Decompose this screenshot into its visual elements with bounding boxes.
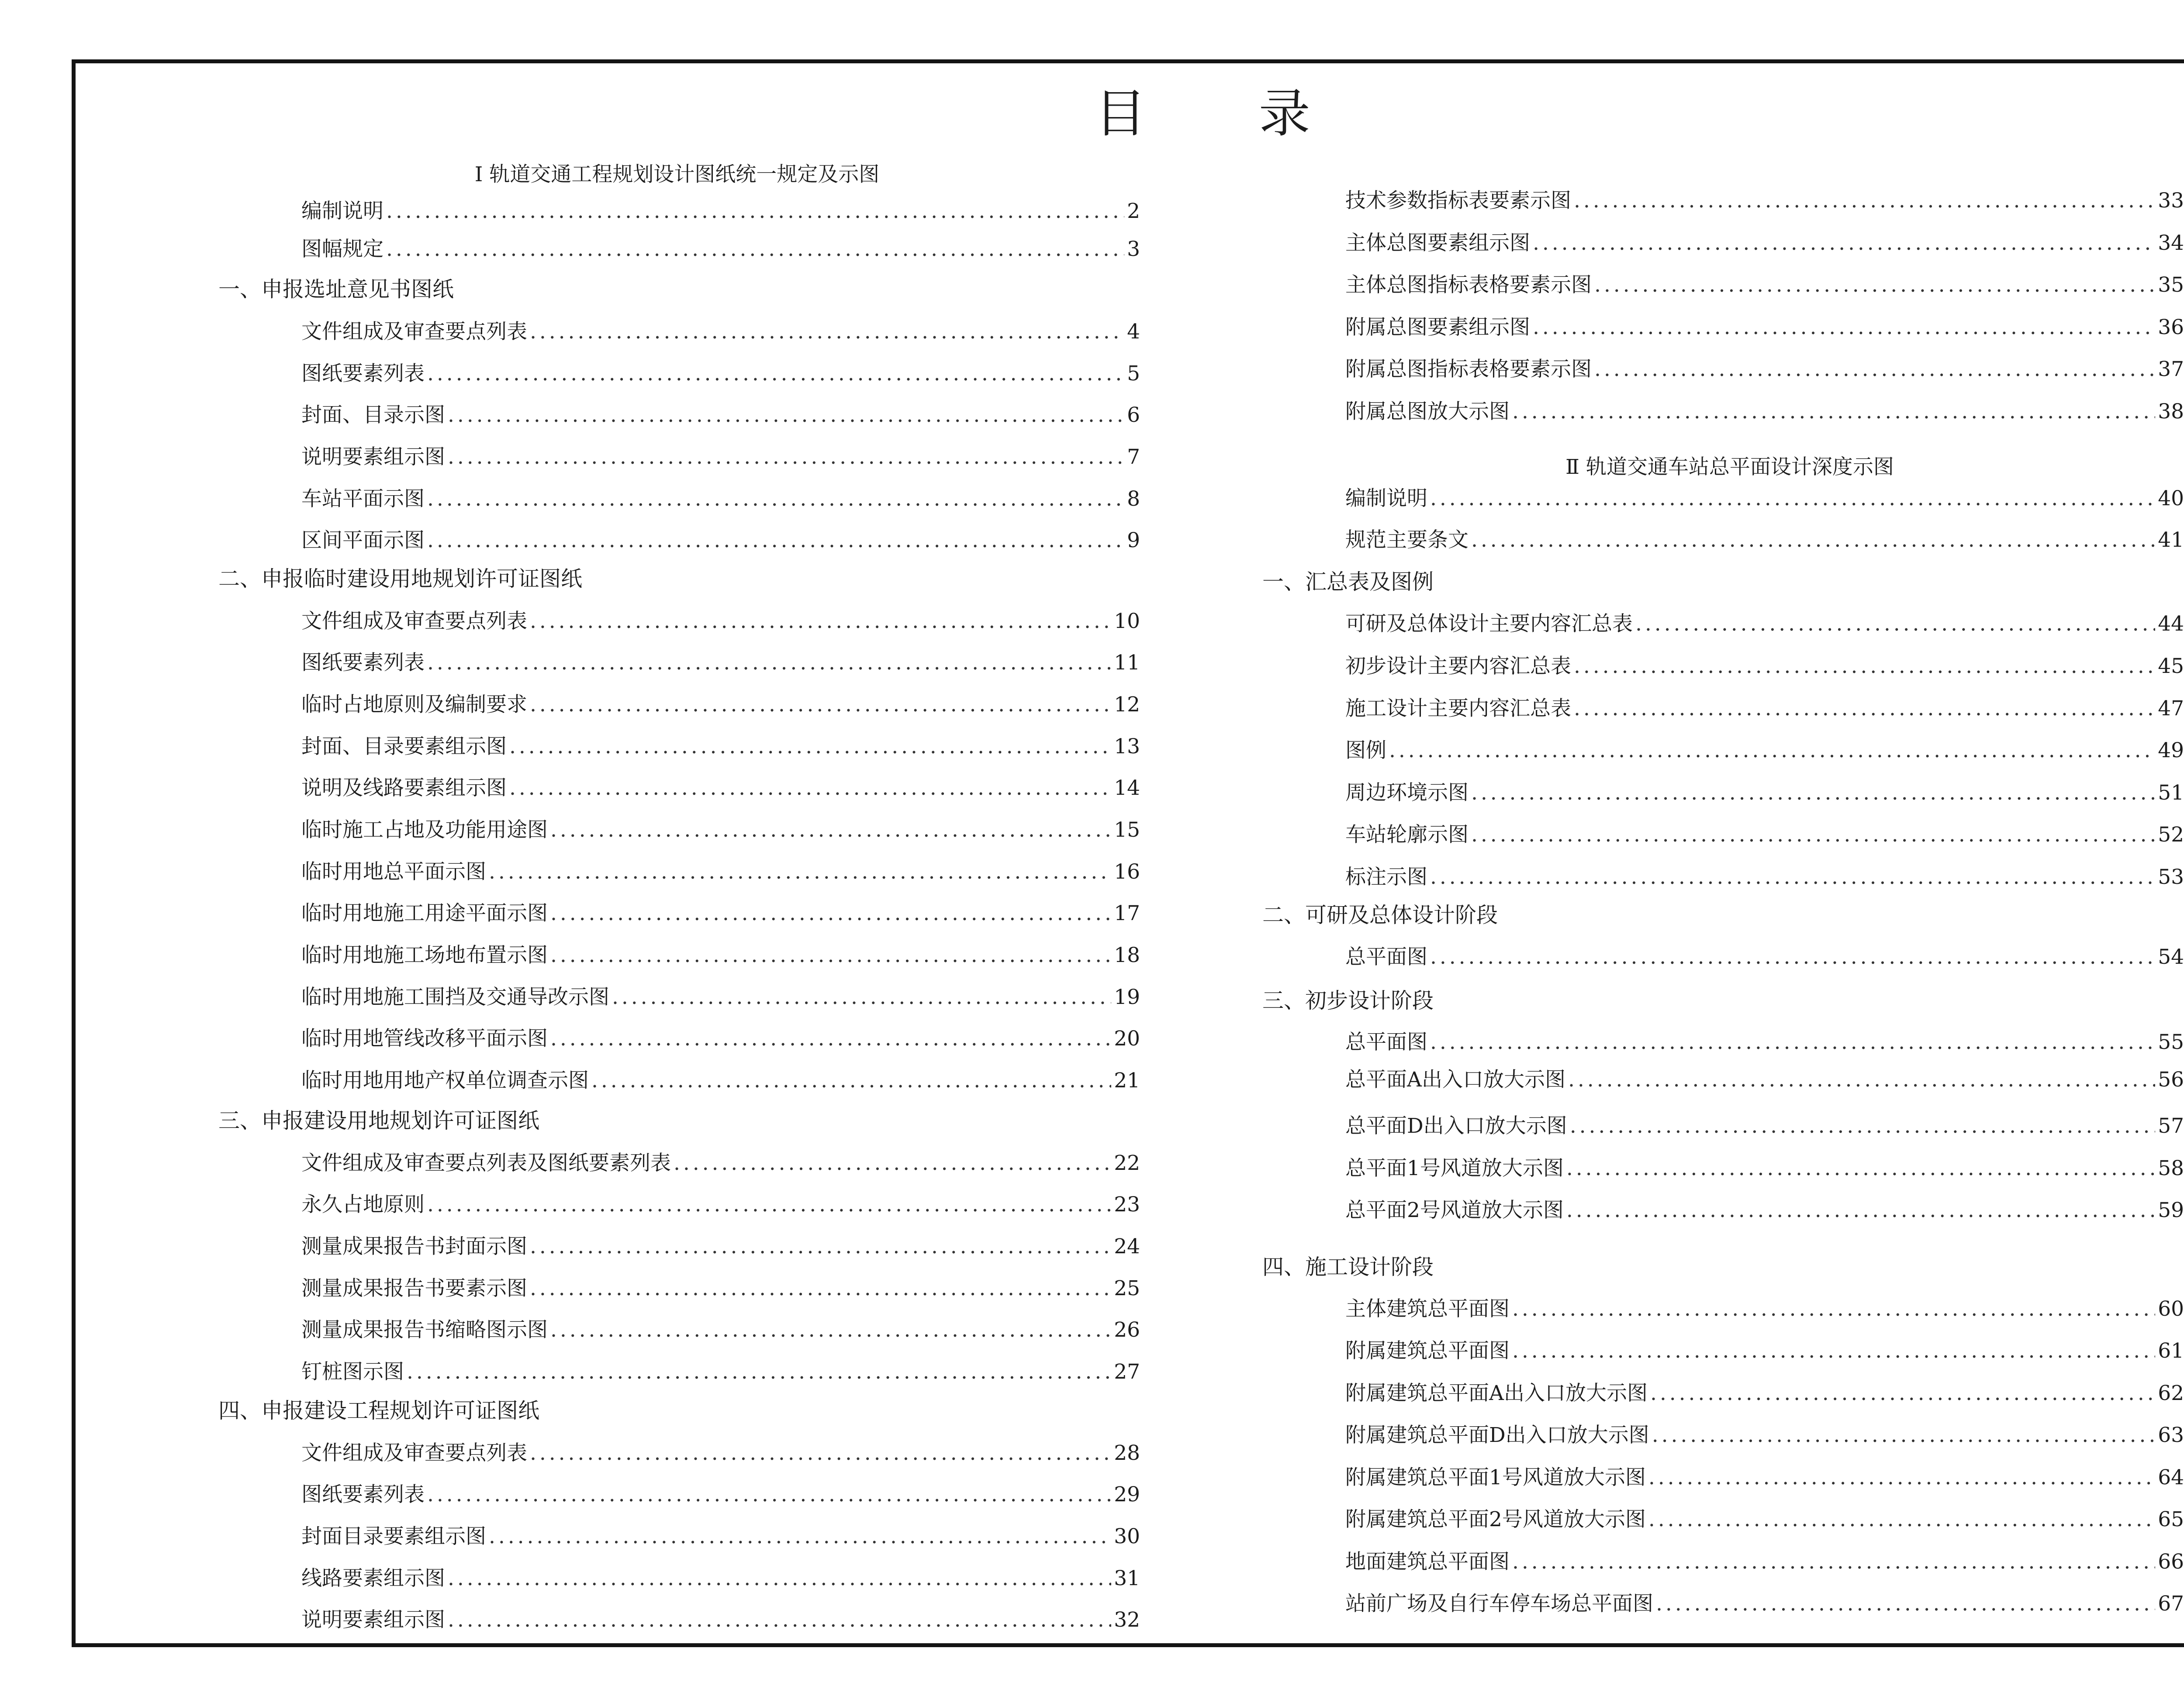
toc-entry[interactable]	[1345, 527, 2184, 553]
toc-entry[interactable]	[1345, 653, 2184, 679]
dot-leader	[489, 1524, 1111, 1550]
dot-leader	[1635, 611, 2155, 637]
toc-entry-label: 总平面A出入口放大示图	[1345, 1068, 1565, 1092]
dot-leader	[530, 692, 1111, 718]
toc-entry[interactable]	[1345, 1067, 2184, 1093]
toc-entry[interactable]	[301, 859, 1140, 885]
toc-entry[interactable]	[1345, 864, 2184, 890]
toc-entry-label: 图纸要素列表	[301, 362, 425, 386]
toc-entry[interactable]	[1345, 1296, 2184, 1322]
toc-entry-label: 附属总图放大示图	[1345, 400, 1510, 424]
dot-leader	[1512, 1549, 2155, 1575]
toc-entry-page-number: 30	[1114, 1524, 1140, 1548]
toc-entry[interactable]	[301, 1317, 1140, 1343]
toc-entry-label: 车站平面示图	[301, 487, 425, 511]
dot-leader	[509, 734, 1111, 760]
toc-entry[interactable]	[301, 402, 1140, 428]
dot-leader	[1533, 230, 2155, 256]
toc-entry-page-number: 34	[2158, 231, 2184, 255]
toc-entry[interactable]	[301, 942, 1140, 969]
toc-entry-page-number: 41	[2158, 528, 2184, 552]
toc-entry-page-number: 64	[2158, 1466, 2184, 1490]
toc-entry-page-number: 19	[1114, 985, 1140, 1009]
dot-leader	[1650, 1380, 2155, 1407]
toc-entry[interactable]	[1345, 738, 2184, 764]
dot-leader	[530, 1276, 1111, 1302]
part-title: Ⅱ 轨道交通车站总平面设计深度示图	[1565, 455, 1894, 479]
dot-leader	[1574, 188, 2155, 214]
toc-entry-page-number: 67	[2158, 1592, 2184, 1616]
toc-entry[interactable]	[301, 1607, 1140, 1633]
toc-entry-page-number: 59	[2158, 1198, 2184, 1222]
toc-entry[interactable]	[301, 692, 1140, 718]
toc-entry-label: 地面建筑总平面图	[1345, 1550, 1510, 1574]
toc-entry-label: 文件组成及审查要点列表	[301, 320, 527, 344]
toc-entry[interactable]	[1345, 230, 2184, 256]
toc-entry-label: 封面、目录要素组示图	[301, 734, 507, 759]
dot-leader	[1570, 1113, 2156, 1139]
toc-entry[interactable]	[1345, 1549, 2184, 1575]
toc-entry-label: 技术参数指标表要素示图	[1345, 189, 1571, 213]
toc-entry-label: 规范主要条文	[1345, 528, 1469, 552]
toc-entry[interactable]	[301, 1150, 1140, 1176]
dot-leader	[591, 1068, 1111, 1094]
dot-leader	[550, 1026, 1111, 1052]
toc-entry[interactable]	[301, 650, 1140, 676]
toc-entry-label: 车站轮廓示图	[1345, 823, 1469, 847]
toc-entry-label: 临时施工占地及功能用途图	[301, 818, 548, 842]
toc-entry-page-number: 36	[2158, 315, 2184, 339]
toc-entry-page-number: 22	[1114, 1151, 1140, 1175]
toc-entry[interactable]	[1345, 1338, 2184, 1364]
toc-entry-label: 总平面1号风道放大示图	[1345, 1156, 1564, 1180]
toc-entry-page-number: 6	[1127, 403, 1140, 427]
toc-entry-page-number: 4	[1127, 320, 1140, 344]
dot-leader	[550, 942, 1111, 969]
dot-leader	[530, 1234, 1111, 1260]
dot-leader	[530, 319, 1124, 345]
dot-leader	[530, 608, 1111, 634]
toc-entry-label: 周边环境示图	[1345, 781, 1469, 805]
section-heading: 三、初步设计阶段	[1262, 988, 1434, 1013]
toc-entry-label: 封面目录要素组示图	[301, 1524, 486, 1548]
dot-leader	[1471, 527, 2155, 553]
toc-entry-page-number: 55	[2158, 1030, 2184, 1054]
dot-leader	[1568, 1067, 2155, 1093]
toc-entry-page-number: 24	[1114, 1234, 1140, 1259]
toc-entry-page-number: 12	[1114, 693, 1140, 717]
toc-entry-page-number: 65	[2158, 1507, 2184, 1531]
dot-leader	[1430, 486, 2155, 512]
toc-entry-label: 临时用地总平面示图	[301, 860, 486, 884]
toc-entry[interactable]	[301, 1026, 1140, 1052]
toc-entry-page-number: 57	[2158, 1114, 2184, 1138]
toc-entry-page-number: 10	[1114, 609, 1140, 633]
toc-entry-label: 测量成果报告书封面示图	[301, 1234, 527, 1259]
toc-entry-page-number: 62	[2158, 1381, 2184, 1405]
toc-entry-page-number: 9	[1127, 528, 1140, 552]
toc-entry[interactable]	[301, 198, 1140, 224]
dot-leader	[1430, 944, 2155, 970]
toc-entry[interactable]	[301, 1068, 1140, 1094]
toc-entry-label: 临时用地施工围挡及交通导改示图	[301, 985, 609, 1009]
dot-leader	[407, 1359, 1111, 1385]
toc-entry-label: 测量成果报告书要素示图	[301, 1276, 527, 1300]
dot-leader	[1389, 738, 2155, 764]
toc-entry-label: 施工设计主要内容汇总表	[1345, 697, 1571, 721]
dot-leader	[1430, 864, 2155, 890]
toc-entry-label: 主体总图要素组示图	[1345, 231, 1530, 255]
toc-entry-label: 主体总图指标表格要素示图	[1345, 273, 1592, 297]
toc-entry[interactable]	[301, 775, 1140, 801]
toc-entry-label: 说明要素组示图	[301, 445, 445, 469]
toc-entry-label: 编制说明	[1345, 486, 1427, 510]
dot-leader	[1512, 1338, 2155, 1364]
section-heading: 二、可研及总体设计阶段	[1262, 903, 1498, 928]
toc-entry[interactable]	[301, 984, 1140, 1010]
toc-entry-page-number: 31	[1114, 1566, 1140, 1590]
toc-entry-page-number: 29	[1114, 1483, 1140, 1507]
toc-entry[interactable]	[1345, 356, 2184, 383]
toc-entry-page-number: 40	[2158, 486, 2184, 510]
toc-entry-label: 临时用地施工用途平面示图	[301, 901, 548, 925]
toc-entry-page-number: 53	[2158, 865, 2184, 889]
toc-entry-label: 说明及线路要素组示图	[301, 776, 507, 800]
toc-entry-page-number: 61	[2158, 1339, 2184, 1363]
toc-entry[interactable]	[1345, 1197, 2184, 1224]
dot-leader	[386, 198, 1124, 224]
toc-entry-label: 附属建筑总平面1号风道放大示图	[1345, 1466, 1646, 1490]
toc-entry-label: 附属建筑总平面D出入口放大示图	[1345, 1423, 1649, 1447]
dot-leader	[1594, 356, 2155, 383]
toc-entry-label: 说明要素组示图	[301, 1608, 445, 1632]
toc-entry-label: 总平面图	[1345, 945, 1427, 969]
section-heading: 一、汇总表及图例	[1262, 569, 1434, 594]
toc-entry[interactable]	[301, 444, 1140, 470]
dot-leader	[1574, 653, 2155, 679]
dot-leader	[1533, 314, 2155, 341]
toc-entry-page-number: 23	[1114, 1193, 1140, 1217]
toc-entry-page-number: 25	[1114, 1276, 1140, 1300]
toc-entry-page-number: 8	[1127, 487, 1140, 511]
toc-entry-label: 线路要素组示图	[301, 1566, 445, 1590]
dot-leader	[550, 1317, 1111, 1343]
toc-entry[interactable]	[301, 1234, 1140, 1260]
toc-entry-label: 附属建筑总平面A出入口放大示图	[1345, 1381, 1648, 1405]
toc-entry[interactable]	[301, 486, 1140, 512]
dot-leader	[1471, 780, 2155, 806]
toc-entry-label: 总平面2号风道放大示图	[1345, 1198, 1564, 1222]
toc-entry-label: 可研及总体设计主要内容汇总表	[1345, 612, 1633, 636]
toc-entry-page-number: 21	[1114, 1069, 1140, 1093]
dot-leader	[448, 402, 1124, 428]
dot-leader	[1648, 1507, 2155, 1533]
toc-entry-label: 文件组成及审查要点列表及图纸要素列表	[301, 1151, 671, 1175]
toc-entry[interactable]	[301, 319, 1140, 345]
toc-entry-page-number: 51	[2158, 781, 2184, 805]
toc-entry-label: 图纸要素列表	[301, 651, 425, 675]
section-heading: 四、申报建设工程规划许可证图纸	[218, 1398, 540, 1423]
dot-leader	[427, 486, 1124, 512]
toc-entry-label: 文件组成及审查要点列表	[301, 1441, 527, 1465]
toc-entry-label: 永久占地原则	[301, 1193, 425, 1217]
toc-entry-label: 附属总图指标表格要素示图	[1345, 357, 1592, 381]
toc-entry-page-number: 18	[1114, 943, 1140, 967]
dot-leader	[448, 1607, 1111, 1633]
toc-entry[interactable]	[301, 608, 1140, 634]
toc-entry-label: 临时占地原则及编制要求	[301, 693, 527, 717]
toc-entry[interactable]	[1345, 1591, 2184, 1617]
dot-leader	[1566, 1197, 2155, 1224]
toc-entry[interactable]	[1345, 1155, 2184, 1182]
toc-entry-label: 临时用地管线改移平面示图	[301, 1027, 548, 1051]
toc-entry-label: 文件组成及审查要点列表	[301, 609, 527, 633]
dot-leader	[612, 984, 1111, 1010]
section-heading: 二、申报临时建设用地规划许可证图纸	[218, 566, 583, 591]
toc-entry-page-number: 14	[1114, 776, 1140, 800]
dot-leader	[1512, 399, 2155, 425]
toc-entry-page-number: 13	[1114, 734, 1140, 759]
toc-entry-page-number: 66	[2158, 1550, 2184, 1574]
toc-entry[interactable]	[1345, 314, 2184, 341]
toc-entry[interactable]	[301, 1276, 1140, 1302]
toc-entry[interactable]	[1345, 188, 2184, 214]
part-title: Ⅰ 轨道交通工程规划设计图纸统一规定及示图	[474, 162, 880, 186]
toc-entry[interactable]	[1345, 1113, 2184, 1139]
toc-entry-label: 图例	[1345, 738, 1386, 762]
toc-entry-page-number: 47	[2158, 697, 2184, 721]
toc-entry-page-number: 44	[2158, 612, 2184, 636]
toc-entry-label: 标注示图	[1345, 865, 1427, 889]
toc-entry-label: 测量成果报告书缩略图示图	[301, 1318, 548, 1342]
toc-entry[interactable]	[1345, 1380, 2184, 1407]
dot-leader	[448, 444, 1124, 470]
toc-entry-label: 封面、目录示图	[301, 403, 445, 427]
toc-entry-label: 编制说明	[301, 199, 384, 223]
toc-entry-page-number: 38	[2158, 400, 2184, 424]
dot-leader	[1566, 1155, 2155, 1182]
section-heading: 四、施工设计阶段	[1262, 1255, 1434, 1279]
toc-entry-label: 站前广场及自行车停车场总平面图	[1345, 1592, 1653, 1616]
toc-entry-page-number: 17	[1114, 901, 1140, 925]
dot-leader	[1574, 696, 2155, 722]
toc-entry-label: 图幅规定	[301, 237, 384, 261]
toc-entry-label: 附属建筑总平面图	[1345, 1339, 1510, 1363]
dot-leader	[489, 859, 1111, 885]
toc-entry-page-number: 20	[1114, 1027, 1140, 1051]
toc-entry-label: 附属建筑总平面2号风道放大示图	[1345, 1507, 1646, 1531]
toc-entry-page-number: 11	[1114, 651, 1140, 675]
dot-leader	[427, 361, 1124, 387]
toc-entry[interactable]	[1345, 1465, 2184, 1491]
dot-leader	[1594, 272, 2155, 298]
dot-leader	[427, 1482, 1111, 1508]
dot-leader	[386, 236, 1124, 262]
toc-entry-page-number: 54	[2158, 945, 2184, 969]
toc-entry[interactable]	[301, 236, 1140, 262]
dot-leader	[550, 817, 1111, 843]
dot-leader	[448, 1566, 1111, 1592]
toc-entry-page-number: 7	[1127, 445, 1140, 469]
toc-entry[interactable]	[1345, 272, 2184, 298]
toc-entry-page-number: 27	[1114, 1360, 1140, 1384]
dot-leader	[550, 900, 1111, 927]
dot-leader	[1656, 1591, 2155, 1617]
toc-entry-page-number: 63	[2158, 1423, 2184, 1447]
toc-entry-page-number: 16	[1114, 860, 1140, 884]
toc-entry-label: 附属总图要素组示图	[1345, 315, 1530, 339]
toc-entry-label: 临时用地施工场地布置示图	[301, 943, 548, 967]
toc-entry-page-number: 35	[2158, 273, 2184, 297]
toc-entry-page-number: 33	[2158, 189, 2184, 213]
toc-entry-label: 主体建筑总平面图	[1345, 1297, 1510, 1321]
dot-leader	[427, 650, 1111, 676]
toc-entry-page-number: 15	[1114, 818, 1140, 842]
toc-entry-page-number: 3	[1127, 237, 1140, 261]
toc-entry-label: 图纸要素列表	[301, 1483, 425, 1507]
toc-entry-page-number: 45	[2158, 654, 2184, 678]
toc-entry[interactable]	[301, 1524, 1140, 1550]
toc-entry-label: 总平面图	[1345, 1030, 1427, 1054]
toc-entry[interactable]	[301, 1566, 1140, 1592]
toc-entry-page-number: 26	[1114, 1318, 1140, 1342]
dot-leader	[674, 1150, 1111, 1176]
toc-entry[interactable]	[1345, 1029, 2184, 1055]
toc-entry[interactable]	[1345, 486, 2184, 512]
toc-entry[interactable]	[301, 361, 1140, 387]
toc-entry[interactable]	[301, 1482, 1140, 1508]
toc-entry-page-number: 5	[1127, 362, 1140, 386]
toc-entry-page-number: 56	[2158, 1068, 2184, 1092]
toc-entry[interactable]	[1345, 1507, 2184, 1533]
toc-entry[interactable]	[301, 734, 1140, 760]
dot-leader	[1652, 1422, 2156, 1448]
toc-entry[interactable]	[1345, 944, 2184, 970]
toc-entry[interactable]	[301, 900, 1140, 927]
dot-leader	[530, 1440, 1111, 1466]
dot-leader	[509, 775, 1111, 801]
toc-entry-label: 钉桩图示图	[301, 1360, 404, 1384]
toc-entry[interactable]	[301, 1192, 1140, 1218]
page-title: 目 录	[1095, 83, 1358, 144]
toc-entry[interactable]	[1345, 822, 2184, 848]
toc-entry-page-number: 58	[2158, 1156, 2184, 1180]
toc-entry-label: 临时用地用地产权单位调查示图	[301, 1069, 589, 1093]
toc-entry-page-number: 49	[2158, 738, 2184, 762]
toc-entry-page-number: 32	[1114, 1608, 1140, 1632]
toc-entry[interactable]	[1345, 399, 2184, 425]
toc-entry-label: 初步设计主要内容汇总表	[1345, 654, 1571, 678]
dot-leader	[1648, 1465, 2155, 1491]
toc-entry[interactable]	[1345, 611, 2184, 637]
toc-entry-page-number: 60	[2158, 1297, 2184, 1321]
dot-leader	[1430, 1029, 2155, 1055]
section-heading: 一、申报选址意见书图纸	[218, 277, 454, 302]
toc-entry[interactable]	[301, 528, 1140, 554]
toc-entry-page-number: 28	[1114, 1441, 1140, 1465]
dot-leader	[1512, 1296, 2155, 1322]
toc-entry-page-number: 37	[2158, 357, 2184, 381]
toc-entry[interactable]	[1345, 780, 2184, 806]
toc-entry-page-number: 2	[1127, 199, 1140, 223]
toc-entry-label: 总平面D出入口放大示图	[1345, 1114, 1567, 1138]
toc-entry[interactable]	[301, 817, 1140, 843]
toc-entry-label: 区间平面示图	[301, 528, 425, 552]
toc-entry[interactable]	[301, 1440, 1140, 1466]
toc-entry-page-number: 52	[2158, 823, 2184, 847]
dot-leader	[1471, 822, 2155, 848]
toc-entry[interactable]	[1345, 696, 2184, 722]
section-heading: 三、申报建设用地规划许可证图纸	[218, 1108, 540, 1133]
toc-entry[interactable]	[301, 1359, 1140, 1385]
dot-leader	[427, 1192, 1111, 1218]
toc-entry[interactable]	[1345, 1422, 2184, 1448]
dot-leader	[427, 528, 1124, 554]
